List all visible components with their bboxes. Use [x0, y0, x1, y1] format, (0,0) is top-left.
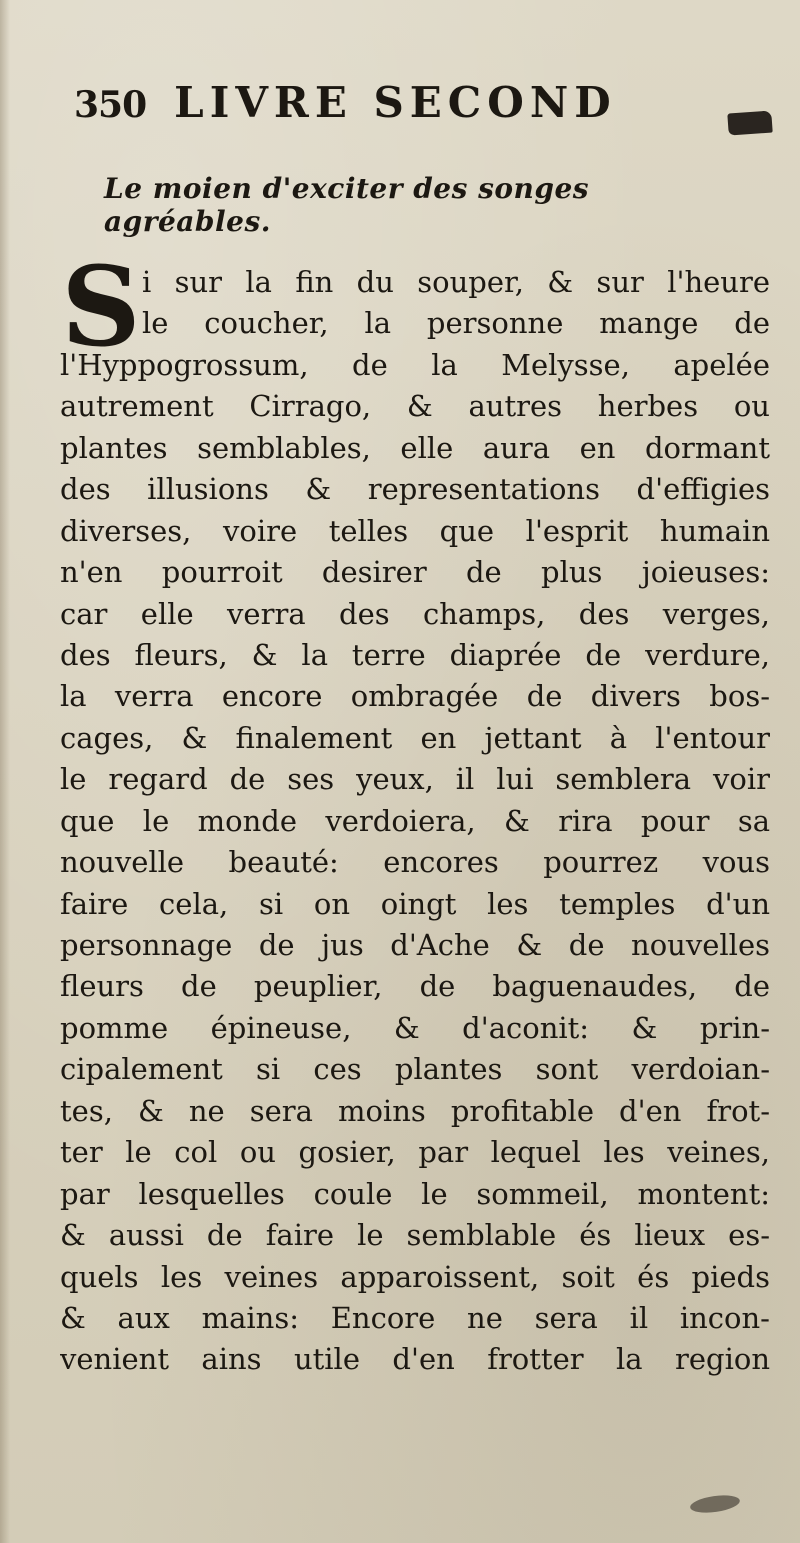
text-line: l'Hyppogrossum, de la Melysse, apelée — [60, 347, 770, 382]
running-head: LIVRE SECOND — [174, 78, 617, 127]
text-line: faire cela, si on oingt les temples d'un — [60, 886, 770, 921]
text-line: diverses, voire telles que l'esprit humain — [60, 513, 770, 548]
page-number: 350 — [74, 84, 147, 126]
text-line: le coucher, la personne mange de — [142, 306, 770, 341]
text-line: nouvelle beauté: encores pourrez vous — [60, 845, 770, 880]
page-header — [74, 78, 774, 138]
text-line: que le monde verdoiera, & rira pour sa — [60, 803, 770, 838]
text-line: pomme épineuse, & d'aconit: & prin- — [60, 1010, 770, 1045]
text-line: autrement Cirrago, & autres herbes ou — [60, 389, 770, 424]
body-text — [60, 262, 770, 1381]
text-line: quels les veines apparoissent, soit és pieds — [60, 1259, 770, 1294]
text-line: n'en pourroit desirer de plus joieuses: — [60, 555, 770, 590]
text-line: des fleurs, & la terre diaprée de verdure, — [60, 637, 770, 672]
text-line: le regard de ses yeux, il lui semblera voir — [60, 762, 770, 797]
text-line: personnage de jus d'Ache & de nouvelles — [60, 928, 770, 962]
ink-blot — [727, 110, 772, 135]
text-line: tes, & ne sera moins profitable d'en frot- — [60, 1093, 770, 1128]
text-line: fleurs de peuplier, de baguenaudes, de — [60, 969, 770, 1004]
bottom-ink-mark — [689, 1493, 741, 1516]
text-line: car elle verra des champs, des verges, — [60, 596, 770, 631]
page-edge-shadow — [0, 0, 10, 1543]
text-line: cages, & finalement en jettant à l'entour — [60, 720, 770, 755]
text-line: ter le col ou gosier, par lequel les veines, — [60, 1135, 770, 1170]
text-line: par lesquelles coule le sommeil, montent: — [60, 1176, 770, 1211]
text-line: i sur la fin du souper, & sur l'heure — [142, 265, 770, 299]
text-line: la verra encore ombragée de divers bos- — [60, 679, 770, 714]
drop-cap: S — [61, 242, 141, 371]
text-line: cipalement si ces plantes sont verdoian- — [60, 1052, 770, 1087]
text-line: & aux mains: Encore ne sera il incon- — [60, 1300, 770, 1335]
section-title: Le moien d'exciter des songes agréables. — [104, 172, 590, 238]
text-line: venient ains utile d'en frotter la region — [60, 1342, 770, 1377]
text-line: des illusions & representations d'effigies — [60, 472, 770, 507]
text-line: & aussi de faire le semblable és lieux es- — [60, 1218, 770, 1253]
text-line: plantes semblables, elle aura en dormant — [60, 430, 770, 465]
